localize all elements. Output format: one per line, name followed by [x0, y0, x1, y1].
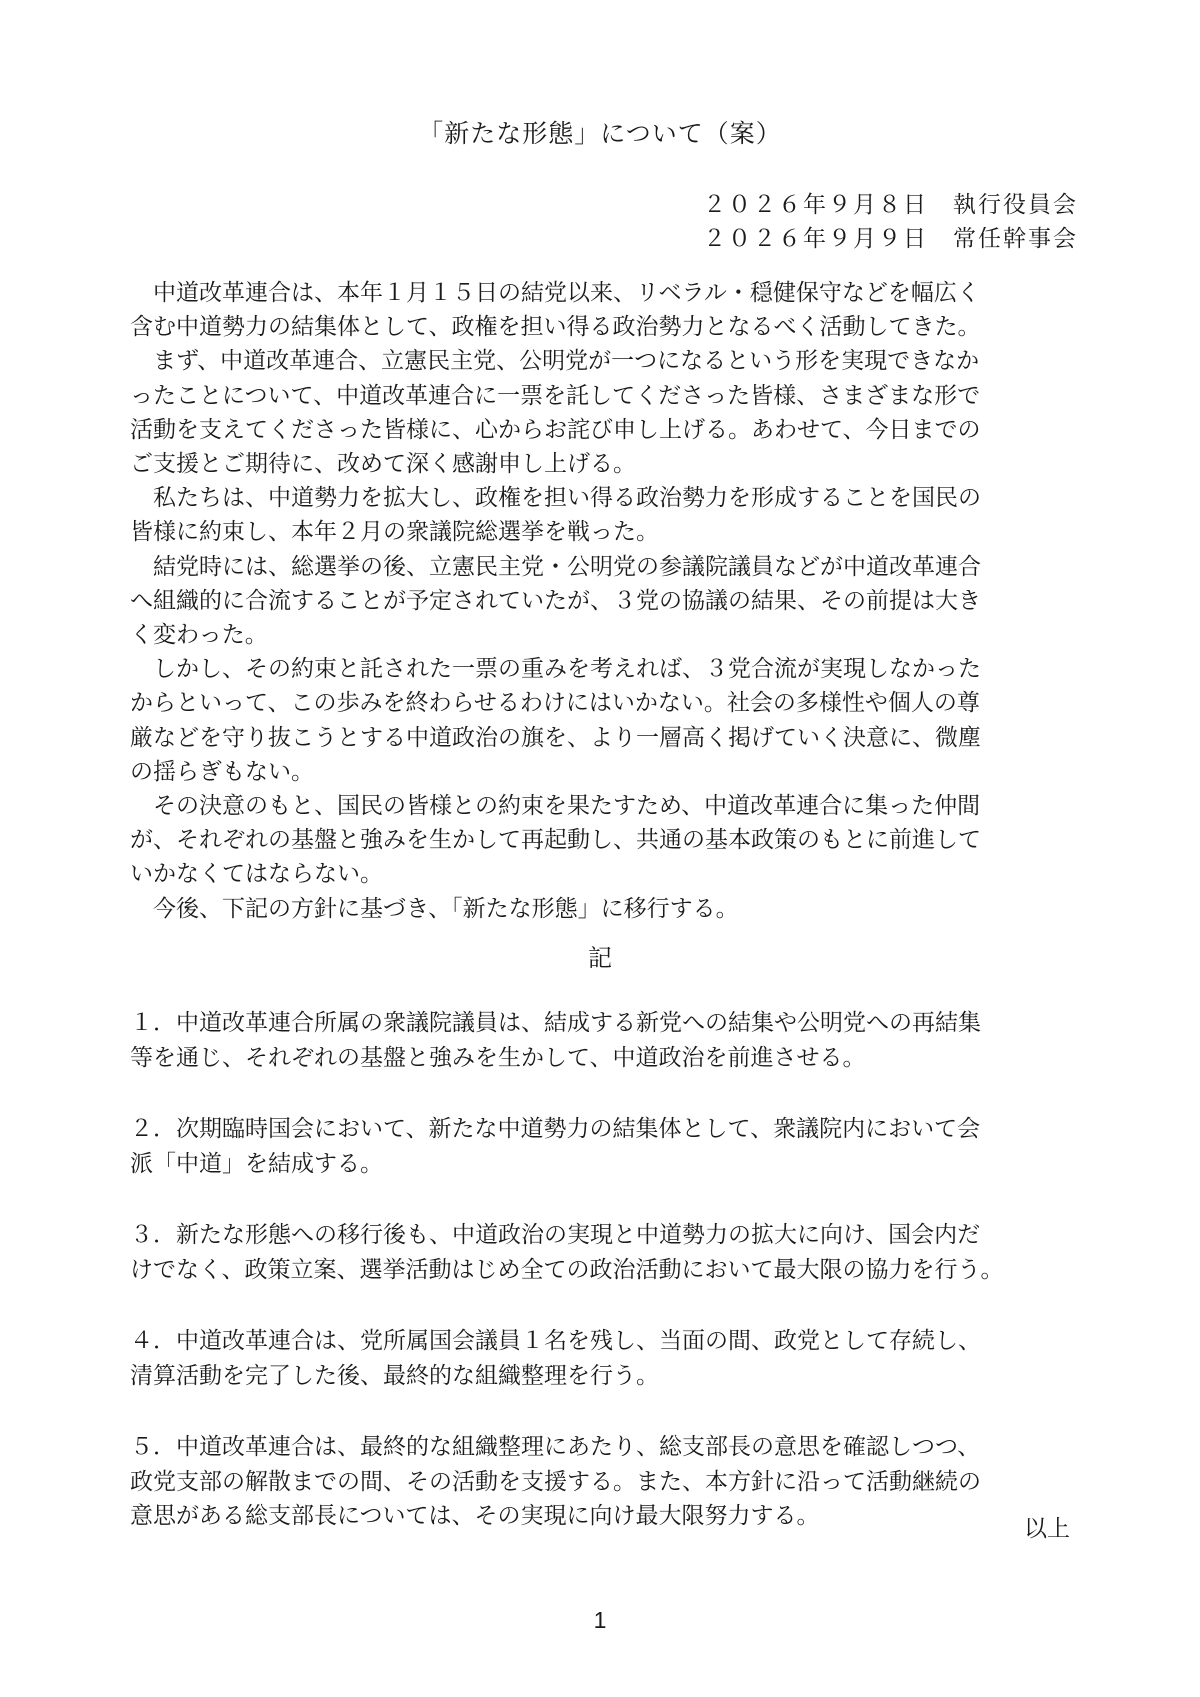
- text-line: 中道改革連合は、本年１月１５日の結党以来、リベラル・穏健保守などを幅広く: [153, 280, 980, 306]
- text-line: が、それぞれの基盤と強みを生かして再起動し、共通の基本政策のもとに前進して: [130, 827, 981, 854]
- ki-heading: 記: [588, 944, 612, 972]
- text-line: ５．中道改革連合は、最終的な組織整理にあたり、総支部長の意思を確認しつつ、: [130, 1434, 981, 1460]
- text-line: 等を通じ、それぞれの基盤と強みを生かして、中道政治を前進させる。: [130, 1044, 866, 1071]
- closing-mark: 以上: [1024, 1516, 1070, 1542]
- text-line: ４．中道改革連合は、党所属国会議員１名を残し、当面の間、政党として存続し、: [130, 1328, 981, 1354]
- policy-items: [130, 1006, 1080, 1571]
- text-line: ご支援とご期待に、改めて深く感謝申し上げる。: [130, 451, 636, 478]
- policy-item: [130, 1218, 1080, 1287]
- policy-item: [130, 1324, 1080, 1393]
- paragraph: [130, 652, 1080, 789]
- paragraph: [130, 276, 1080, 344]
- approval-dates: [703, 188, 1078, 256]
- text-line: ったことについて、中道改革連合に一票を託してくださった皆様、さまざまな形で: [130, 382, 981, 409]
- text-line: まず、中道改革連合、立憲民主党、公明党が一つになるという形を実現できなか: [153, 348, 980, 375]
- text-line: 活動を支えてくださった皆様に、心からお詫び申し上げる。あわせて、今日までの: [130, 416, 981, 443]
- policy-item: [130, 1112, 1080, 1181]
- date-value: ２０２６年９月８日: [703, 192, 928, 218]
- text-line: く変わった。: [130, 622, 268, 649]
- date-line: [703, 222, 1078, 256]
- text-line: ３．新たな形態への移行後も、中道政治の実現と中道勢力の拡大に向け、国会内だ: [130, 1222, 981, 1248]
- date-line: [703, 188, 1078, 222]
- text-line: 皆様に約束し、本年２月の衆議院総選挙を戦った。: [130, 519, 659, 546]
- text-line: その決意のもと、国民の皆様との約束を果たすため、中道改革連合に集った仲間: [153, 793, 981, 820]
- paragraph: [130, 344, 1080, 481]
- text-line: 私たちは、中道勢力を拡大し、政権を担い得る政治勢力を形成することを国民の: [153, 485, 981, 512]
- paragraph: [130, 481, 1080, 549]
- paragraph: [130, 550, 1080, 653]
- approving-body: 執行役員会: [953, 192, 1078, 218]
- text-line: １．中道改革連合所属の衆議院議員は、結成する新党への結集や公明党への再結集: [130, 1010, 981, 1036]
- text-line: 政党支部の解散までの間、その活動を支援する。また、本方針に沿って活動継続の: [130, 1468, 981, 1495]
- text-line: 派「中道」を結成する。: [130, 1150, 383, 1177]
- date-value: ２０２６年９月９日: [703, 226, 928, 252]
- text-line: 厳などを守り抜こうとする中道政治の旗を、より一層高く掲げていく決意に、微塵: [130, 724, 981, 751]
- text-line: の揺らぎもない。: [130, 758, 314, 785]
- text-line: いかなくてはならない。: [130, 861, 383, 888]
- paragraph: [130, 789, 1080, 892]
- text-line: けでなく、政策立案、選挙活動はじめ全ての政治活動において最大限の協力を行う。: [130, 1256, 1004, 1283]
- text-line: 清算活動を完了した後、最終的な組織整理を行う。: [130, 1362, 659, 1389]
- text-line: からといって、この歩みを終わらせるわけにはいかない。社会の多様性や個人の尊: [130, 690, 980, 717]
- text-line: 今後、下記の方針に基づき、「新たな形態」に移行する。: [153, 895, 739, 922]
- document-title: 「新たな形態」について（案）: [418, 119, 782, 148]
- text-line: 含む中道勢力の結集体として、政権を担い得る政治勢力となるべく活動してきた。: [130, 314, 981, 341]
- policy-item: [130, 1006, 1080, 1075]
- paragraph: [130, 892, 1080, 926]
- text-line: しかし、その約束と託された一票の重みを考えれば、３党合流が実現しなかった: [153, 656, 981, 683]
- text-line: ２．次期臨時国会において、新たな中道勢力の結集体として、衆議院内において会: [130, 1116, 981, 1142]
- text-line: 結党時には、総選挙の後、立憲民主党・公明党の参議院議員などが中道改革連合: [153, 553, 981, 580]
- policy-item: [130, 1430, 1080, 1534]
- page-number: 1: [593, 1607, 607, 1633]
- text-line: へ組織的に合流することが予定されていたが、３党の協議の結果、その前提は大き: [130, 587, 981, 614]
- preamble: [130, 276, 1080, 926]
- approving-body: 常任幹事会: [953, 226, 1078, 252]
- text-line: 意思がある総支部長については、その実現に向け最大限努力する。: [130, 1503, 820, 1529]
